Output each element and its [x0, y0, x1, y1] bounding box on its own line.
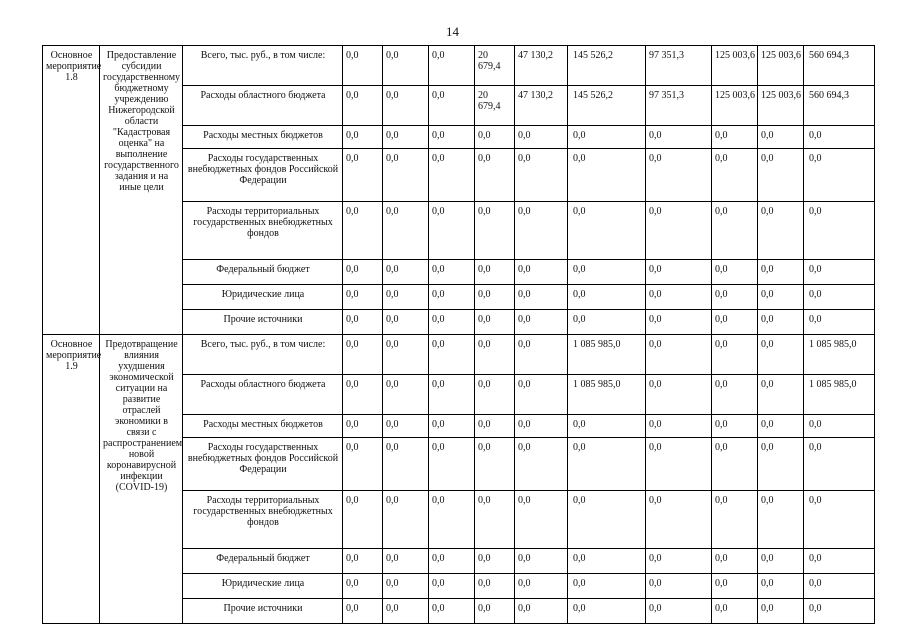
amount-cell: 0,0 [804, 260, 875, 285]
amount-cell: 125 003,6 [758, 46, 804, 86]
amount-cell: 0,0 [568, 149, 646, 202]
amount-cell: 0,0 [429, 599, 475, 624]
event-description-cell: Предоставление субсидии государственному бюджетному учреждению Нижегородской области "Кадастровая оценка" на выполнение государственного задания и на иные цели [100, 46, 183, 335]
amount-cell: 0,0 [646, 415, 712, 438]
amount-cell: 0,0 [804, 126, 875, 149]
amount-cell: 0,0 [646, 549, 712, 574]
amount-cell: 0,0 [343, 375, 383, 415]
amount-cell: 0,0 [383, 86, 429, 126]
amount-cell: 0,0 [429, 202, 475, 260]
amount-cell: 0,0 [383, 415, 429, 438]
amount-cell: 0,0 [758, 491, 804, 549]
amount-cell: 0,0 [515, 415, 568, 438]
amount-cell: 0,0 [712, 574, 758, 599]
amount-cell: 0,0 [568, 310, 646, 335]
event-name-cell: Основное мероприятие 1.8 [43, 46, 100, 335]
amount-cell: 0,0 [515, 260, 568, 285]
amount-cell: 47 130,2 [515, 46, 568, 86]
amount-cell: 0,0 [758, 126, 804, 149]
amount-cell: 0,0 [515, 438, 568, 491]
amount-cell: 0,0 [343, 549, 383, 574]
amount-cell: 0,0 [758, 549, 804, 574]
amount-cell: 1 085 985,0 [804, 375, 875, 415]
amount-cell: 0,0 [646, 149, 712, 202]
funding-source-cell: Расходы территориальных государственных внебюджетных фондов [183, 202, 343, 260]
amount-cell: 0,0 [646, 574, 712, 599]
amount-cell: 0,0 [804, 415, 875, 438]
amount-cell: 1 085 985,0 [804, 335, 875, 375]
amount-cell: 0,0 [758, 599, 804, 624]
amount-cell: 0,0 [515, 574, 568, 599]
amount-cell: 0,0 [712, 285, 758, 310]
amount-cell: 0,0 [568, 599, 646, 624]
funding-source-cell: Расходы территориальных государственных внебюджетных фондов [183, 491, 343, 549]
amount-cell: 0,0 [383, 549, 429, 574]
amount-cell: 0,0 [429, 549, 475, 574]
amount-cell: 0,0 [383, 46, 429, 86]
amount-cell: 1 085 985,0 [568, 375, 646, 415]
amount-cell: 0,0 [343, 86, 383, 126]
amount-cell: 0,0 [429, 86, 475, 126]
amount-cell: 0,0 [804, 149, 875, 202]
amount-cell: 0,0 [712, 126, 758, 149]
funding-source-cell: Юридические лица [183, 574, 343, 599]
amount-cell: 0,0 [646, 438, 712, 491]
amount-cell: 125 003,6 [712, 46, 758, 86]
amount-cell: 0,0 [712, 149, 758, 202]
amount-cell: 0,0 [475, 599, 515, 624]
amount-cell: 0,0 [475, 574, 515, 599]
amount-cell: 0,0 [758, 415, 804, 438]
amount-cell: 0,0 [758, 285, 804, 310]
amount-cell: 0,0 [568, 202, 646, 260]
amount-cell: 0,0 [383, 260, 429, 285]
amount-cell: 0,0 [758, 310, 804, 335]
amount-cell: 0,0 [712, 335, 758, 375]
funding-source-cell: Федеральный бюджет [183, 549, 343, 574]
amount-cell: 0,0 [712, 438, 758, 491]
amount-cell: 0,0 [475, 491, 515, 549]
funding-source-cell: Прочие источники [183, 599, 343, 624]
amount-cell: 47 130,2 [515, 86, 568, 126]
amount-cell: 97 351,3 [646, 86, 712, 126]
amount-cell: 0,0 [568, 574, 646, 599]
amount-cell: 0,0 [429, 375, 475, 415]
amount-cell: 0,0 [646, 260, 712, 285]
funding-source-cell: Прочие источники [183, 310, 343, 335]
amount-cell: 0,0 [804, 574, 875, 599]
budget-table [42, 45, 875, 624]
funding-source-cell: Расходы местных бюджетов [183, 126, 343, 149]
amount-cell: 0,0 [804, 202, 875, 260]
amount-cell: 0,0 [712, 491, 758, 549]
amount-cell: 0,0 [646, 126, 712, 149]
funding-source-cell: Расходы государственных внебюджетных фондов Российской Федерации [183, 438, 343, 491]
amount-cell: 0,0 [475, 202, 515, 260]
amount-cell: 0,0 [568, 491, 646, 549]
amount-cell: 0,0 [429, 491, 475, 549]
amount-cell: 0,0 [383, 335, 429, 375]
amount-cell: 0,0 [343, 310, 383, 335]
amount-cell: 0,0 [515, 335, 568, 375]
amount-cell: 0,0 [343, 149, 383, 202]
amount-cell: 0,0 [383, 375, 429, 415]
amount-cell: 0,0 [712, 310, 758, 335]
amount-cell: 0,0 [568, 415, 646, 438]
amount-cell: 0,0 [343, 126, 383, 149]
amount-cell: 0,0 [429, 310, 475, 335]
amount-cell: 0,0 [429, 46, 475, 86]
amount-cell: 0,0 [515, 375, 568, 415]
amount-cell: 0,0 [429, 335, 475, 375]
amount-cell: 125 003,6 [712, 86, 758, 126]
amount-cell: 0,0 [712, 549, 758, 574]
amount-cell: 0,0 [515, 310, 568, 335]
amount-cell: 0,0 [343, 335, 383, 375]
amount-cell: 0,0 [429, 574, 475, 599]
amount-cell: 0,0 [515, 599, 568, 624]
amount-cell: 0,0 [429, 285, 475, 310]
amount-cell: 0,0 [475, 126, 515, 149]
amount-cell: 1 085 985,0 [568, 335, 646, 375]
funding-source-cell: Расходы областного бюджета [183, 375, 343, 415]
amount-cell: 0,0 [343, 599, 383, 624]
amount-cell: 0,0 [758, 149, 804, 202]
funding-source-cell: Расходы государственных внебюджетных фондов Российской Федерации [183, 149, 343, 202]
amount-cell: 0,0 [804, 285, 875, 310]
amount-cell: 0,0 [343, 46, 383, 86]
amount-cell: 0,0 [429, 149, 475, 202]
amount-cell: 0,0 [758, 335, 804, 375]
amount-cell: 0,0 [646, 599, 712, 624]
event-description-cell: Предотвращение влияния ухудшения экономической ситуации на развитие отраслей экономики в связи с распространением новой коронавирусной инфекции (COVID-19) [100, 335, 183, 624]
amount-cell: 0,0 [804, 549, 875, 574]
amount-cell: 560 694,3 [804, 46, 875, 86]
amount-cell: 0,0 [343, 574, 383, 599]
amount-cell: 0,0 [343, 260, 383, 285]
page-number: 14 [446, 24, 459, 39]
amount-cell: 0,0 [758, 574, 804, 599]
event-name-cell: Основное мероприятие 1.9 [43, 335, 100, 624]
amount-cell: 0,0 [383, 491, 429, 549]
amount-cell: 20 679,4 [475, 86, 515, 126]
amount-cell: 0,0 [804, 310, 875, 335]
amount-cell: 0,0 [429, 260, 475, 285]
funding-source-cell: Всего, тыс. руб., в том числе: [183, 46, 343, 86]
amount-cell: 0,0 [475, 375, 515, 415]
amount-cell: 0,0 [646, 375, 712, 415]
amount-cell: 0,0 [383, 310, 429, 335]
amount-cell: 0,0 [383, 574, 429, 599]
amount-cell: 0,0 [475, 149, 515, 202]
amount-cell: 0,0 [804, 491, 875, 549]
amount-cell: 0,0 [712, 260, 758, 285]
amount-cell: 0,0 [475, 438, 515, 491]
amount-cell: 0,0 [383, 599, 429, 624]
amount-cell: 0,0 [515, 126, 568, 149]
amount-cell: 0,0 [475, 549, 515, 574]
amount-cell: 0,0 [383, 202, 429, 260]
amount-cell: 0,0 [515, 491, 568, 549]
amount-cell: 0,0 [712, 599, 758, 624]
amount-cell: 0,0 [383, 438, 429, 491]
amount-cell: 0,0 [758, 260, 804, 285]
amount-cell: 0,0 [712, 202, 758, 260]
amount-cell: 0,0 [758, 202, 804, 260]
amount-cell: 0,0 [429, 126, 475, 149]
amount-cell: 0,0 [646, 285, 712, 310]
amount-cell: 0,0 [515, 549, 568, 574]
amount-cell: 0,0 [515, 285, 568, 310]
funding-source-cell: Юридические лица [183, 285, 343, 310]
amount-cell: 0,0 [804, 599, 875, 624]
amount-cell: 0,0 [568, 438, 646, 491]
amount-cell: 0,0 [568, 285, 646, 310]
amount-cell: 0,0 [429, 438, 475, 491]
amount-cell: 0,0 [568, 126, 646, 149]
amount-cell: 0,0 [646, 491, 712, 549]
amount-cell: 0,0 [568, 260, 646, 285]
amount-cell: 0,0 [804, 438, 875, 491]
amount-cell: 0,0 [343, 491, 383, 549]
amount-cell: 0,0 [475, 285, 515, 310]
amount-cell: 560 694,3 [804, 86, 875, 126]
table-row [43, 46, 875, 86]
amount-cell: 145 526,2 [568, 86, 646, 126]
amount-cell: 0,0 [712, 415, 758, 438]
amount-cell: 0,0 [515, 202, 568, 260]
amount-cell: 0,0 [429, 415, 475, 438]
amount-cell: 0,0 [758, 438, 804, 491]
amount-cell: 0,0 [515, 149, 568, 202]
amount-cell: 0,0 [343, 285, 383, 310]
amount-cell: 0,0 [646, 202, 712, 260]
amount-cell: 0,0 [343, 415, 383, 438]
amount-cell: 0,0 [475, 310, 515, 335]
amount-cell: 0,0 [712, 375, 758, 415]
funding-source-cell: Федеральный бюджет [183, 260, 343, 285]
amount-cell: 0,0 [475, 335, 515, 375]
amount-cell: 0,0 [343, 438, 383, 491]
amount-cell: 97 351,3 [646, 46, 712, 86]
funding-source-cell: Расходы местных бюджетов [183, 415, 343, 438]
amount-cell: 0,0 [383, 285, 429, 310]
amount-cell: 20 679,4 [475, 46, 515, 86]
amount-cell: 0,0 [646, 310, 712, 335]
amount-cell: 0,0 [383, 126, 429, 149]
funding-source-cell: Всего, тыс. руб., в том числе: [183, 335, 343, 375]
table-row [43, 335, 875, 375]
amount-cell: 0,0 [475, 415, 515, 438]
amount-cell: 0,0 [568, 549, 646, 574]
amount-cell: 125 003,6 [758, 86, 804, 126]
amount-cell: 0,0 [646, 335, 712, 375]
amount-cell: 0,0 [383, 149, 429, 202]
funding-source-cell: Расходы областного бюджета [183, 86, 343, 126]
amount-cell: 0,0 [758, 375, 804, 415]
amount-cell: 0,0 [475, 260, 515, 285]
amount-cell: 0,0 [343, 202, 383, 260]
amount-cell: 145 526,2 [568, 46, 646, 86]
